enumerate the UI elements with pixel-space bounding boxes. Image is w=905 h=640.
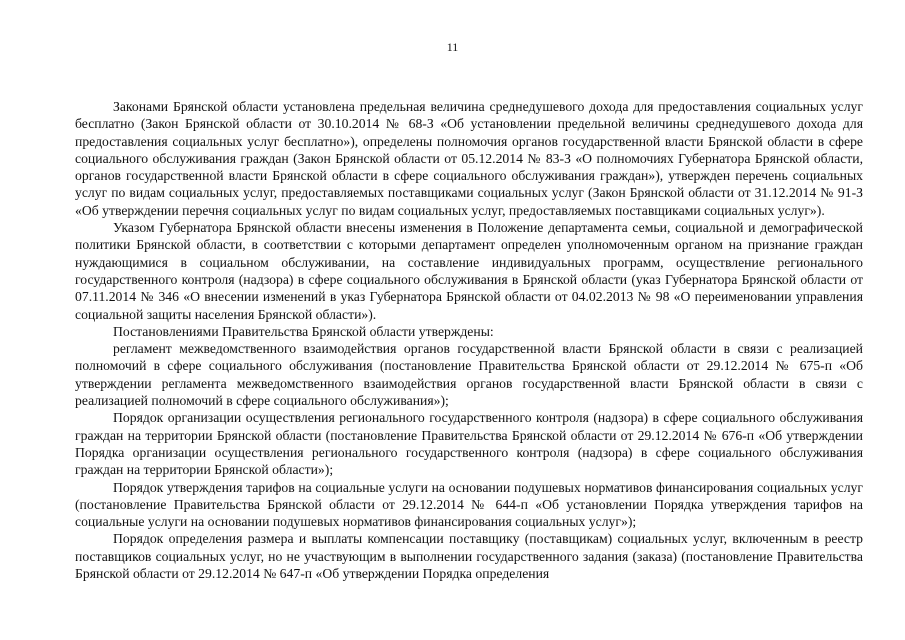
list-item-compensation-procedure: Порядок определения размера и выплаты компенсации поставщику (поставщикам) социальных услуг, включенным в реестр поставщиков социальных услуг, но не участвующим в выполнении государственного задания (заказа) (постановление Правительства Брянской области от 29.12.2014 № 647-п «Об утверждении Порядка определения xyxy=(75,531,863,582)
paragraph-laws: Законами Брянской области установлена предельная величина среднедушевого дохода для предоставления социальных услуг бесплатно (Закон Брянской области от 30.10.2014 № 68-З «Об установлении предельной величины среднедушевого дохода для предоставления социальных услуг бесплатно»), определены полномочия органов государственной власти Брянской области в сфере социального обслуживания граждан (Закон Брянской области от 05.12.2014 № 83-З «О полномочиях Губернатора Брянской области, органов государственной власти Брянской области в сфере социального обслуживания граждан»), утвержден перечень социальных услуг по видам социальных услуг, предоставляемых поставщиками социальных услуг (Закон Брянской области от 31.12.2014 № 91-З «Об утверждении перечня социальных услуг по видам социальных услуг, предоставляемых поставщиками социальных услуг»). xyxy=(75,99,863,218)
paragraph-governor-decree: Указом Губернатора Брянской области внесены изменения в Положение департамента семьи, социальной и демографической политики Брянской области, в соответствии с которыми департамент определен уполномоченным органом на признание граждан нуждающимися в социальном обслуживании, на составление индивидуальных программ, осуществление регионального государственного контроля (надзора) в сфере социального обслуживания в Брянской области (указ Губернатора Брянской области от 07.11.2014 № 346 «О внесении изменений в указ Губернатора Брянской области от 04.02.2013 № 98 «О переименовании управления социальной защиты населения Брянской области»). xyxy=(75,220,863,322)
paragraph-resolutions-intro: Постановлениями Правительства Брянской области утверждены: xyxy=(113,323,494,339)
page-number: 11 xyxy=(446,40,459,54)
list-item-tariff-procedure: Порядок утверждения тарифов на социальные услуги на основании подушевых нормативов финансирования социальных услуг (постановление Правительства Брянской области от 29.12.2014 № 644-п «Об установлении Порядка утверждения тарифов на социальные услуги на основании подушевых нормативов финансирования социальных услуг»); xyxy=(75,479,863,530)
document-body xyxy=(75,98,863,582)
list-item-control-procedure: Порядок организации осуществления регионального государственного контроля (надзора) в сфере социального обслуживания граждан на территории Брянской области (постановление Правительства Брянской области от 29.12.2014 № 676-п «Об утверждении Порядка организации осуществления регионального государственного контроля (надзора) в сфере социального обслуживания граждан на территории Брянской области»); xyxy=(75,410,863,478)
list-item-interagency-regulation: регламент межведомственного взаимодействия органов государственной власти Брянской области в связи с реализацией полномочий в сфере социального обслуживания (постановление Правительства Брянской области от 29.12.2014 № 675-п «Об утверждении регламента межведомственного взаимодействия органов государственной власти Брянской области в связи с реализацией полномочий в сфере социального обслуживания»); xyxy=(75,341,863,409)
